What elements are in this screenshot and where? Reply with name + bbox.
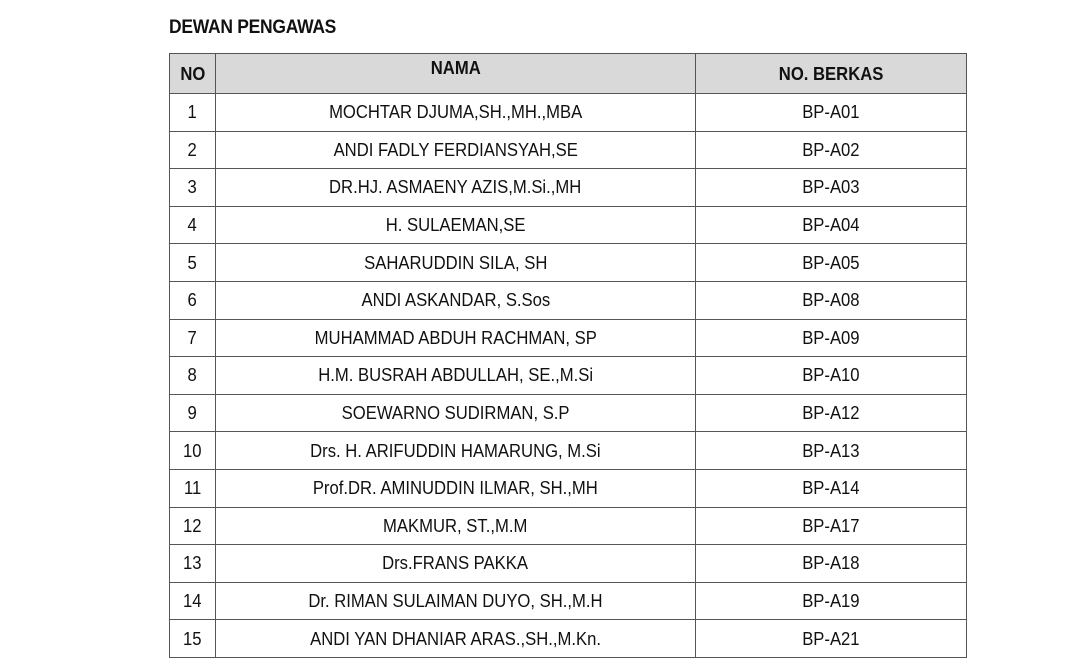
cell-no: 8 bbox=[170, 357, 216, 395]
cell-nama: Dr. RIMAN SULAIMAN DUYO, SH.,M.H bbox=[216, 582, 696, 620]
cell-nama: H.M. BUSRAH ABDULLAH, SE.,M.Si bbox=[216, 357, 696, 395]
members-table bbox=[169, 53, 967, 658]
cell-nama: Drs.FRANS PAKKA bbox=[216, 545, 696, 583]
cell-berkas: BP-A12 bbox=[696, 394, 967, 432]
table-row bbox=[170, 131, 967, 169]
table-header-row bbox=[170, 54, 967, 94]
cell-berkas: BP-A19 bbox=[696, 582, 967, 620]
page-title: DEWAN PENGAWAS bbox=[169, 17, 337, 38]
cell-no: 3 bbox=[170, 169, 216, 207]
cell-nama: MOCHTAR DJUMA,SH.,MH.,MBA bbox=[216, 94, 696, 132]
cell-no: 4 bbox=[170, 206, 216, 244]
cell-berkas: BP-A03 bbox=[696, 169, 967, 207]
table-row bbox=[170, 281, 967, 319]
table-row bbox=[170, 94, 967, 132]
cell-berkas: BP-A18 bbox=[696, 545, 967, 583]
cell-berkas: BP-A17 bbox=[696, 507, 967, 545]
cell-no: 9 bbox=[170, 394, 216, 432]
table-row bbox=[170, 206, 967, 244]
table-row bbox=[170, 507, 967, 545]
cell-berkas: BP-A02 bbox=[696, 131, 967, 169]
cell-berkas: BP-A05 bbox=[696, 244, 967, 282]
cell-berkas: BP-A13 bbox=[696, 432, 967, 470]
table-row bbox=[170, 394, 967, 432]
table-row bbox=[170, 545, 967, 583]
cell-no: 2 bbox=[170, 131, 216, 169]
cell-berkas: BP-A01 bbox=[696, 94, 967, 132]
cell-no: 5 bbox=[170, 244, 216, 282]
cell-no: 7 bbox=[170, 319, 216, 357]
cell-no: 12 bbox=[170, 507, 216, 545]
cell-no: 1 bbox=[170, 94, 216, 132]
table-row bbox=[170, 169, 967, 207]
header-berkas: NO. BERKAS bbox=[696, 54, 967, 94]
header-no: NO bbox=[170, 54, 216, 94]
cell-no: 13 bbox=[170, 545, 216, 583]
cell-berkas: BP-A09 bbox=[696, 319, 967, 357]
cell-no: 6 bbox=[170, 281, 216, 319]
cell-no: 14 bbox=[170, 582, 216, 620]
cell-nama: Drs. H. ARIFUDDIN HAMARUNG, M.Si bbox=[216, 432, 696, 470]
cell-nama: ANDI YAN DHANIAR ARAS.,SH.,M.Kn. bbox=[216, 620, 696, 658]
header-nama: NAMA bbox=[216, 54, 696, 94]
cell-berkas: BP-A21 bbox=[696, 620, 967, 658]
cell-nama: SAHARUDDIN SILA, SH bbox=[216, 244, 696, 282]
table-row bbox=[170, 469, 967, 507]
cell-nama: SOEWARNO SUDIRMAN, S.P bbox=[216, 394, 696, 432]
cell-berkas: BP-A14 bbox=[696, 469, 967, 507]
cell-nama: DR.HJ. ASMAENY AZIS,M.Si.,MH bbox=[216, 169, 696, 207]
cell-nama: Prof.DR. AMINUDDIN ILMAR, SH.,MH bbox=[216, 469, 696, 507]
cell-berkas: BP-A10 bbox=[696, 357, 967, 395]
table-row bbox=[170, 620, 967, 658]
cell-berkas: BP-A04 bbox=[696, 206, 967, 244]
cell-berkas: BP-A08 bbox=[696, 281, 967, 319]
cell-nama: ANDI ASKANDAR, S.Sos bbox=[216, 281, 696, 319]
table-row bbox=[170, 357, 967, 395]
cell-no: 15 bbox=[170, 620, 216, 658]
table-row bbox=[170, 432, 967, 470]
cell-nama: MAKMUR, ST.,M.M bbox=[216, 507, 696, 545]
cell-no: 10 bbox=[170, 432, 216, 470]
table-row bbox=[170, 319, 967, 357]
cell-nama: H. SULAEMAN,SE bbox=[216, 206, 696, 244]
table-row bbox=[170, 582, 967, 620]
table-row bbox=[170, 244, 967, 282]
cell-nama: MUHAMMAD ABDUH RACHMAN, SP bbox=[216, 319, 696, 357]
cell-nama: ANDI FADLY FERDIANSYAH,SE bbox=[216, 131, 696, 169]
cell-no: 11 bbox=[170, 469, 216, 507]
table-body bbox=[170, 94, 967, 658]
